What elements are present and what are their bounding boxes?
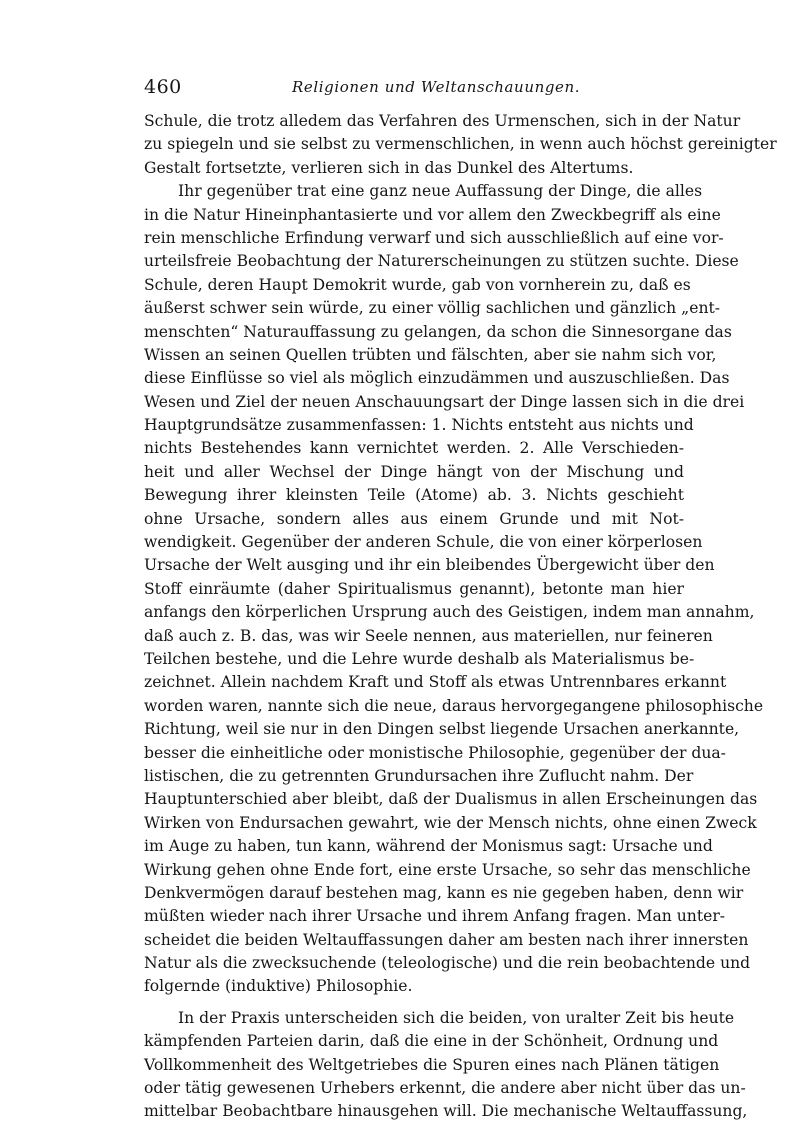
text-line: in die Natur Hineinphantasierte und vor allem den Zweckbegriff als eine xyxy=(144,205,721,224)
text-line: Wesen und Ziel der neuen Anschauungsart der Dinge lassen sich in die drei xyxy=(144,392,745,411)
paragraph-gap xyxy=(144,999,684,1007)
running-title: Religionen und Weltanschauungen. xyxy=(292,78,581,96)
page-header xyxy=(144,76,684,102)
text-line: Natur als die zwecksuchende (teleologische) und die rein beobachtende und xyxy=(144,954,751,973)
paragraph xyxy=(144,110,777,180)
text-line: Denkvermögen darauf bestehen mag, kann es nie gegeben haben, denn wir xyxy=(144,883,744,902)
text-line: müßten wieder nach ihrer Ursache und ihrem Anfang fragen. Man unter- xyxy=(144,907,726,926)
text-line: oder tätig gewesenen Urhebers erkennt, die andere aber nicht über das un- xyxy=(144,1079,746,1098)
text-line: worden waren, nannte sich die neue, daraus hervorgegangene philosophische xyxy=(144,696,764,715)
text-line: Bewegung ihrer kleinsten Teile (Atome) ab. 3. Nichts geschieht xyxy=(144,486,684,505)
text-line: heit und aller Wechsel der Dinge hängt von der Mischung und xyxy=(144,462,684,481)
text-line: Wirken von Endursachen gewahrt, wie der Mensch nichts, ohne einen Zweck xyxy=(144,813,757,832)
text-line: Ursache der Welt ausging und ihr ein bleibendes Übergewicht über den xyxy=(144,556,715,575)
text-line: anfangs den körperlichen Ursprung auch des Geistigen, indem man annahm, xyxy=(144,603,755,622)
text-line: Gestalt fortsetzte, verlieren sich in das Dunkel des Altertums. xyxy=(144,158,634,177)
text-line: Wirkung gehen ohne Ende fort, eine erste Ursache, so sehr das menschliche xyxy=(144,860,751,879)
text-line: Vollkommenheit des Weltgetriebes die Spuren eines nach Plänen tätigen xyxy=(144,1055,720,1074)
text-line: wendigkeit. Gegenüber der anderen Schule, die von einer körperlosen xyxy=(144,533,703,552)
text-line: nichts Bestehendes kann vernichtet werden. 2. Alle Verschieden- xyxy=(144,439,684,458)
body-text xyxy=(144,110,777,1124)
text-line: listischen, die zu getrennten Grundursachen ihre Zuflucht nahm. Der xyxy=(144,766,694,785)
text-line: folgernde (induktive) Philosophie. xyxy=(144,977,413,996)
text-line: scheidet die beiden Weltauffassungen daher am besten nach ihrer innersten xyxy=(144,930,749,949)
text-line: mittelbar Beobachtbare hinausgehen will. Die mechanische Weltauffassung, xyxy=(144,1102,748,1121)
text-line: zu spiegeln und sie selbst zu vermenschlichen, in wenn auch höchst gereinigter xyxy=(144,135,777,154)
text-line: besser die einheitliche oder monistische Philosophie, gegenüber der dua- xyxy=(144,743,726,762)
text-line: im Auge zu haben, tun kann, während der Monismus sagt: Ursache und xyxy=(144,837,713,856)
text-line: Hauptunterschied aber bleibt, daß der Dualismus in allen Erscheinungen das xyxy=(144,790,758,809)
paragraph xyxy=(144,1007,748,1124)
text-line: zeichnet. Allein nachdem Kraft und Stoff als etwas Untrennbares erkannt xyxy=(144,673,727,692)
text-line: urteilsfreie Beobachtung der Naturerscheinungen zu stützen suchte. Diese xyxy=(144,252,739,271)
text-line: Schule, deren Haupt Demokrit wurde, gab von vornherein zu, daß es xyxy=(144,275,691,294)
text-line: Schule, die trotz alledem das Verfahren des Urmenschen, sich in der Natur xyxy=(144,112,741,130)
text-line: Teilchen bestehe, und die Lehre wurde deshalb als Materialismus be- xyxy=(144,649,695,668)
text-line: ohne Ursache, sondern alles aus einem Grunde und mit Not- xyxy=(144,509,684,528)
text-line: Wissen an seinen Quellen trübten und fälschten, aber sie nahm sich vor, xyxy=(144,345,717,364)
text-line: menschten“ Naturauffassung zu gelangen, da schon die Sinnesorgane das xyxy=(144,322,732,341)
text-line: rein menschliche Erfindung verwarf und sich ausschließlich auf eine vor- xyxy=(144,228,724,247)
paragraph xyxy=(144,180,764,999)
text-line: In der Praxis unterscheiden sich die beiden, von uralter Zeit bis heute xyxy=(178,1008,735,1027)
text-line: äußerst schwer sein würde, zu einer völlig sachlichen und gänzlich „ent- xyxy=(144,299,721,318)
text-line: Richtung, weil sie nur in den Dingen selbst liegende Ursachen anerkannte, xyxy=(144,720,740,739)
text-line: Stoff einräumte (daher Spiritualismus genannt), betonte man hier xyxy=(144,579,684,598)
text-line: diese Einflüsse so viel als möglich einzudämmen und auszuschließen. Das xyxy=(144,369,730,388)
text-line: Hauptgrundsätze zusammenfassen: 1. Nichts entsteht aus nichts und xyxy=(144,416,694,435)
page-number: 460 xyxy=(144,76,182,98)
text-line: daß auch z. B. das, was wir Seele nennen, aus materiellen, nur feineren xyxy=(144,626,713,645)
text-line: Ihr gegenüber trat eine ganz neue Auffassung der Dinge, die alles xyxy=(178,182,703,201)
text-line: kämpfenden Parteien darin, daß die eine in der Schönheit, Ordnung und xyxy=(144,1032,719,1051)
